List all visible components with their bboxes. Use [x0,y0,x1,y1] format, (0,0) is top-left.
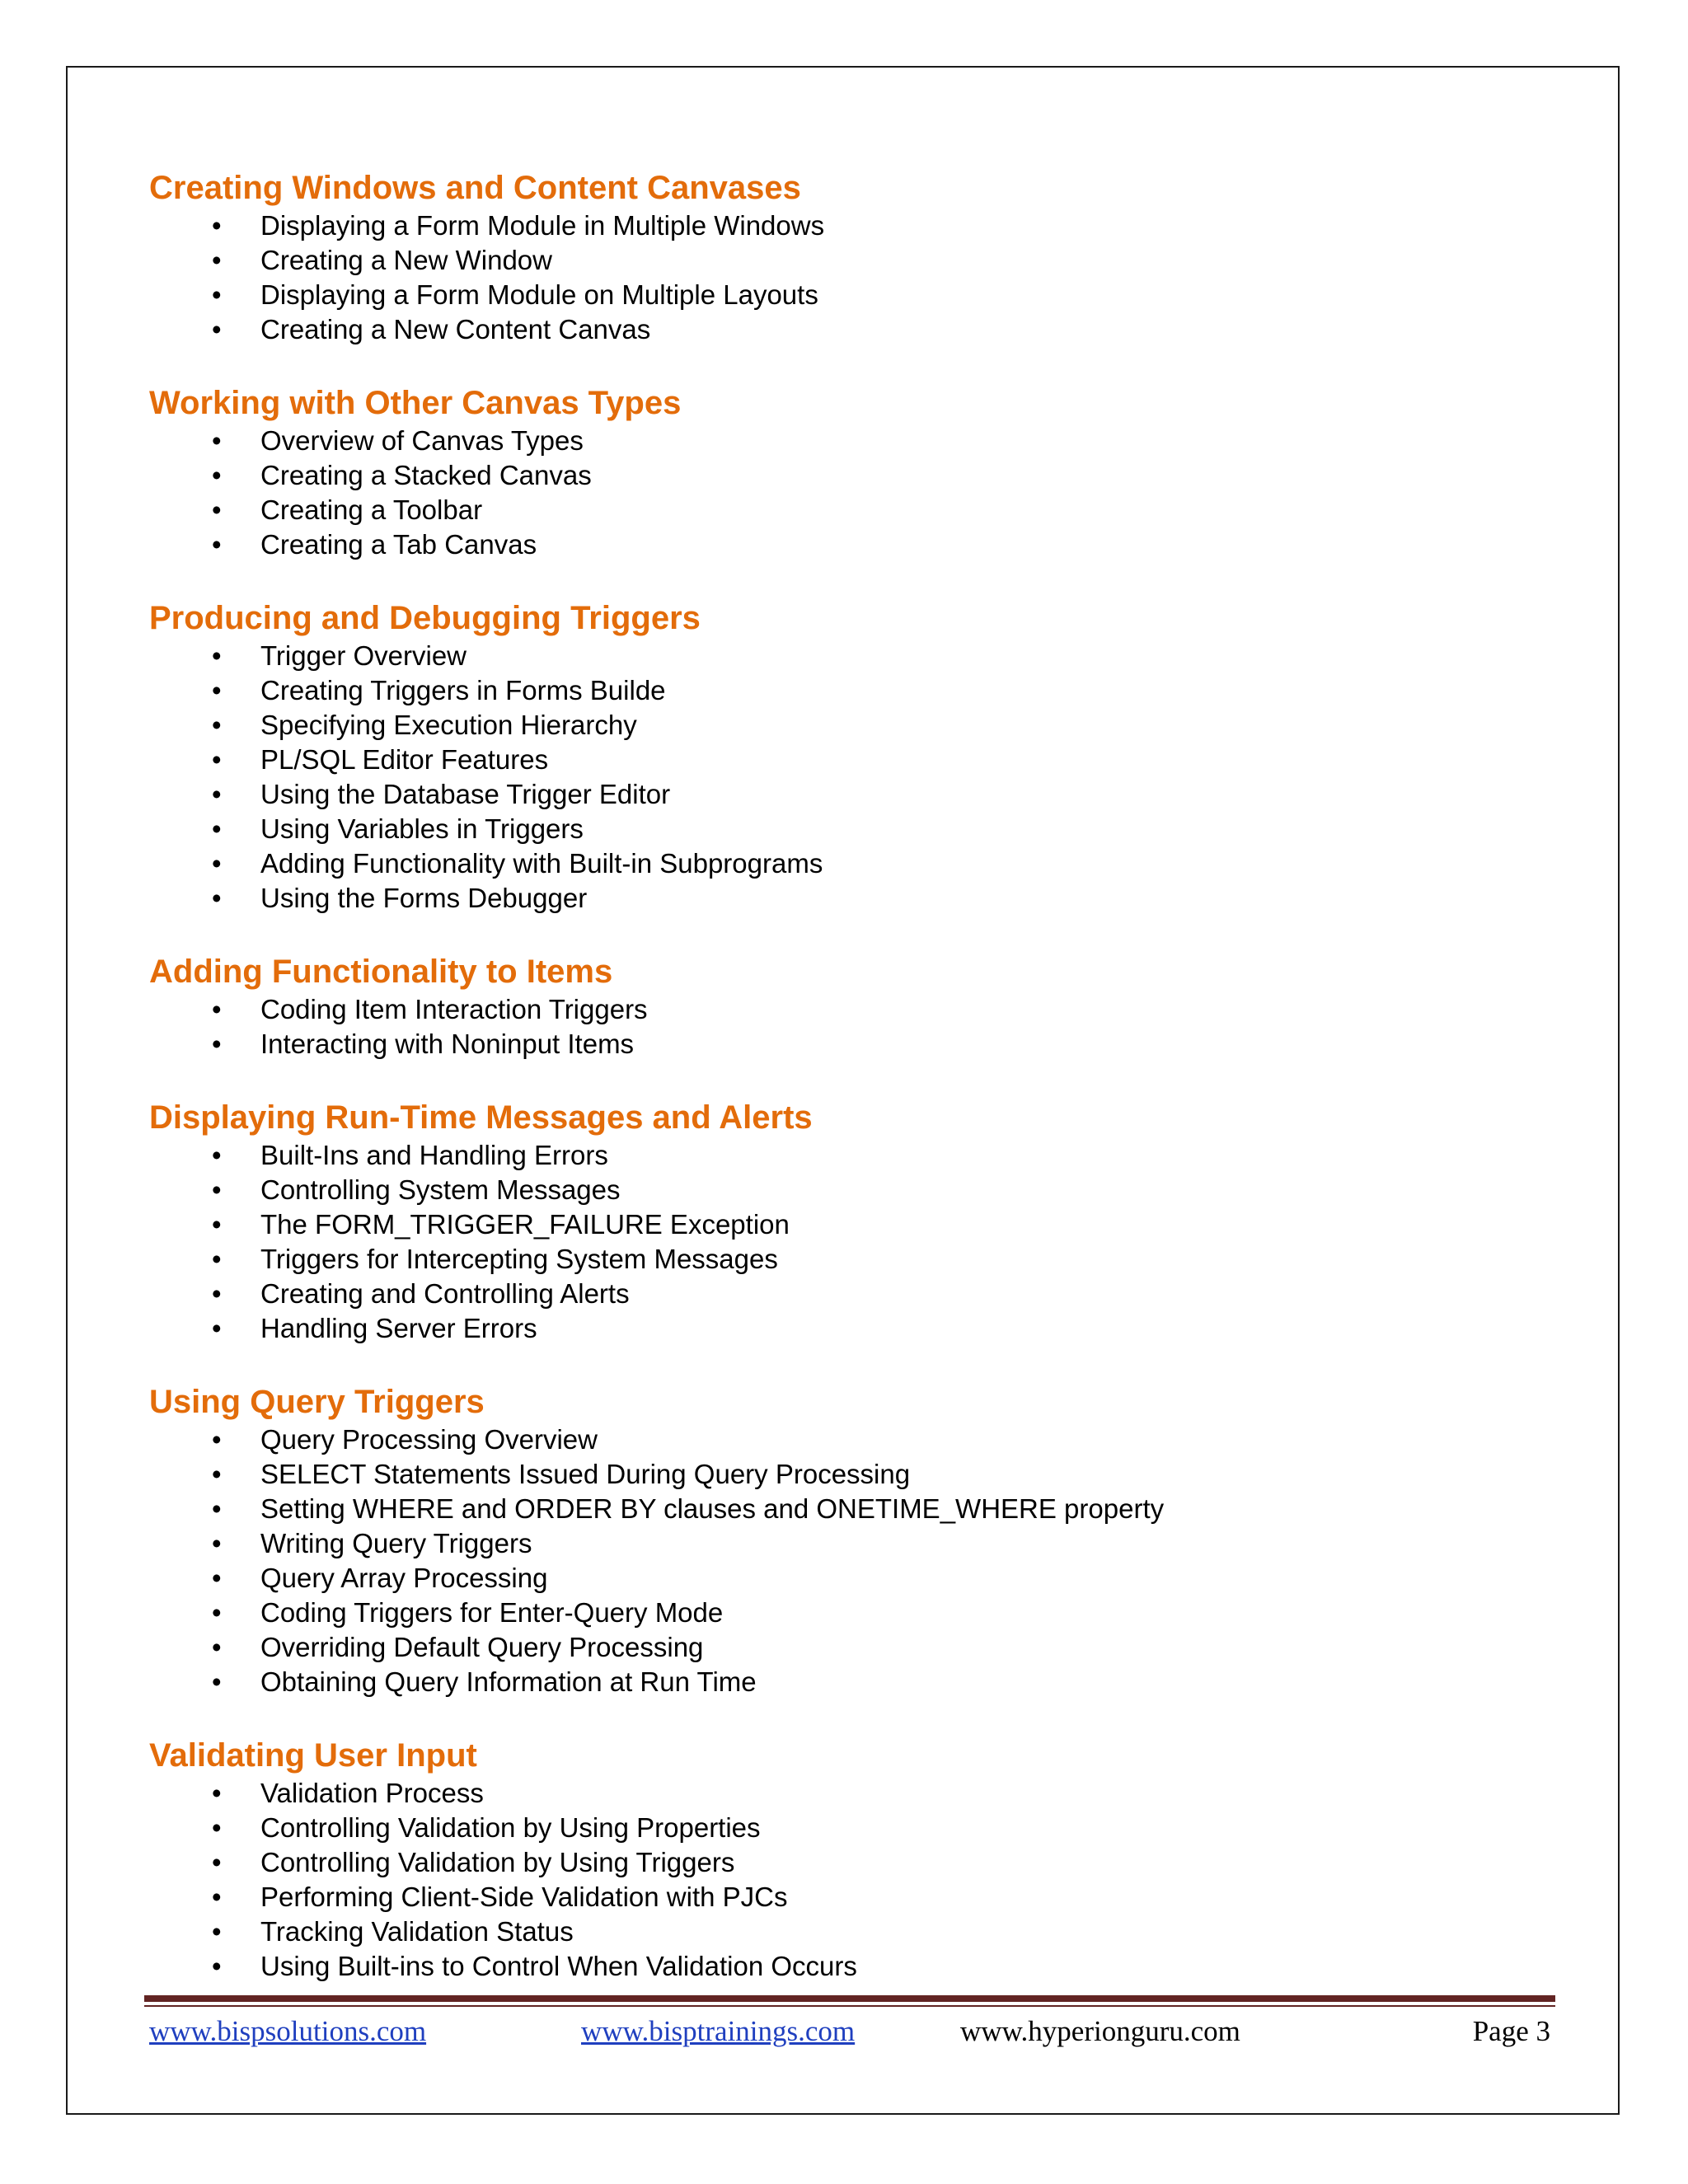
list-item: • Writing Query Triggers [149,1526,1550,1561]
footer-rule-thick [144,1995,1555,2002]
list-item: • Query Array Processing [149,1561,1550,1596]
section-1 [149,167,1550,347]
list-item: • Adding Functionality with Built-in Subprograms [149,846,1550,881]
list-item: • Tracking Validation Status [149,1915,1550,1949]
list-item: • Creating a Stacked Canvas [149,458,1550,493]
section-3 [149,598,1550,916]
bullet-list [149,1422,1550,1699]
list-item: • Using the Database Trigger Editor [149,777,1550,812]
list-item: • Creating a New Content Canvas [149,312,1550,347]
list-item: • Interacting with Noninput Items [149,1027,1550,1062]
list-item: • Performing Client-Side Validation with PJCs [149,1880,1550,1915]
bullet-list [149,639,1550,916]
section-title: Creating Windows and Content Canvases [149,170,801,206]
footer-link-bispsolutions[interactable]: www.bispsolutions.com [149,2015,427,2047]
list-item: • PL/SQL Editor Features [149,743,1550,777]
list-item: • Coding Item Interaction Triggers [149,992,1550,1027]
list-item: • Setting WHERE and ORDER BY clauses and ONETIME_WHERE property [149,1492,1550,1526]
list-item: • Using Variables in Triggers [149,812,1550,846]
section-title: Adding Functionality to Items [149,954,613,990]
page-footer [149,2011,1550,2052]
section-7 [149,1735,1550,1984]
list-item: • Coding Triggers for Enter-Query Mode [149,1596,1550,1630]
section-title: Displaying Run-Time Messages and Alerts [149,1099,813,1136]
section-4 [149,951,1550,1062]
section-2 [149,382,1550,562]
list-item: • Using the Forms Debugger [149,881,1550,916]
list-item: • Displaying a Form Module on Multiple Layouts [149,278,1550,312]
list-item: • Controlling Validation by Using Triggers [149,1845,1550,1880]
list-item: • Obtaining Query Information at Run Time [149,1665,1550,1699]
list-item: • Controlling Validation by Using Properties [149,1811,1550,1845]
list-item: • Specifying Execution Hierarchy [149,708,1550,743]
list-item: • Creating Triggers in Forms Builde [149,673,1550,708]
list-item: • Controlling System Messages [149,1173,1550,1207]
section-title: Producing and Debugging Triggers [149,600,701,636]
page-number: Page 3 [1472,2015,1550,2047]
section-6 [149,1381,1550,1699]
section-title: Working with Other Canvas Types [149,385,682,421]
list-item: • Handling Server Errors [149,1311,1550,1346]
footer-rule-thin [144,2005,1555,2007]
bullet-list [149,1776,1550,1984]
list-item: • The FORM_TRIGGER_FAILURE Exception [149,1207,1550,1242]
bullet-list [149,209,1550,347]
footer-link-bisptrainings[interactable]: www.bisptrainings.com [581,2015,856,2047]
list-item: • Overriding Default Query Processing [149,1630,1550,1665]
list-item: • SELECT Statements Issued During Query Processing [149,1457,1550,1492]
bullet-list [149,992,1550,1062]
section-5 [149,1097,1550,1346]
list-item: • Triggers for Intercepting System Messages [149,1242,1550,1277]
list-item: • Displaying a Form Module in Multiple Windows [149,209,1550,243]
document-body [149,167,1550,2019]
section-title: Validating User Input [149,1737,477,1774]
list-item: • Using Built-ins to Control When Validation Occurs [149,1949,1550,1984]
list-item: • Built-Ins and Handling Errors [149,1138,1550,1173]
bullet-list [149,1138,1550,1346]
list-item: • Creating a Toolbar [149,493,1550,527]
list-item: • Query Processing Overview [149,1422,1550,1457]
list-item: • Creating a New Window [149,243,1550,278]
list-item: • Creating a Tab Canvas [149,527,1550,562]
list-item: • Trigger Overview [149,639,1550,673]
bullet-list [149,424,1550,562]
list-item: • Creating and Controlling Alerts [149,1277,1550,1311]
list-item: • Validation Process [149,1776,1550,1811]
footer-site-hyperionguru: www.hyperionguru.com [960,2015,1240,2047]
list-item: • Overview of Canvas Types [149,424,1550,458]
section-title: Using Query Triggers [149,1384,485,1420]
